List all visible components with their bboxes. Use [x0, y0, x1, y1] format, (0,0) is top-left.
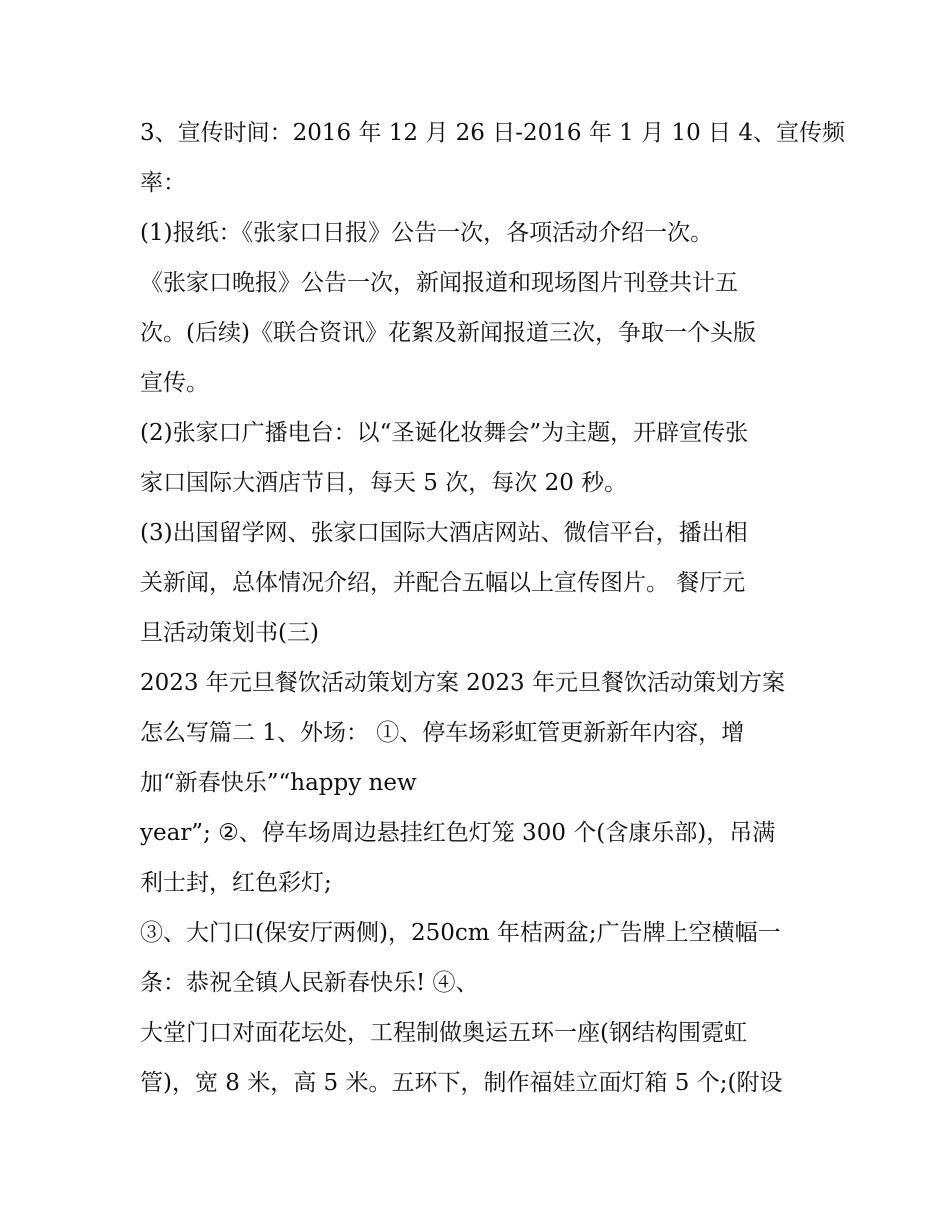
text-line: 2023 年元旦餐饮活动策划方案 2023 年元旦餐饮活动策划方案 [140, 670, 785, 696]
text-line: 怎么写篇二 1、外场： ①、停车场彩虹管更新新年内容，增 [140, 720, 745, 746]
text-line: 旦活动策划书(三) [140, 620, 319, 646]
text-line: (2)张家口广播电台：以“圣诞化妆舞会”为主题，开辟宣传张 [140, 420, 749, 446]
text-line: 《张家口晚报》公告一次，新闻报道和现场图片刊登共计五 [140, 270, 738, 296]
text-line: ③、大门口(保安厅两侧)，250cm 年桔两盆;广告牌上空横幅一 [140, 920, 781, 946]
text-line: 加“新春快乐”“happy new [140, 770, 417, 796]
text-line: year”; ②、停车场周边悬挂红色灯笼 300 个(含康乐部)，吊满 [140, 820, 776, 846]
text-line: 率： [140, 170, 186, 196]
document-body [140, 108, 845, 1108]
text-line: 条：恭祝全镇人民新春快乐! ④、 [140, 970, 479, 996]
text-line: 关新闻，总体情况介绍，并配合五幅以上宣传图片。 餐厅元 [140, 570, 746, 596]
text-line: (3)出国留学网、张家口国际大酒店网站、微信平台，播出相 [140, 520, 748, 546]
text-line: 家口国际大酒店节目，每天 5 次，每次 20 秒。 [140, 470, 628, 496]
text-line: 3、宣传时间：2016 年 12 月 26 日-2016 年 1 月 10 日 4、宣传频 [140, 120, 845, 146]
text-line: 利士封，红色彩灯; [140, 870, 332, 896]
text-line: 宣传。 [140, 370, 209, 396]
text-line: 大堂门口对面花坛处，工程制做奥运五环一座(钢结构围霓虹 [140, 1020, 747, 1046]
text-line: 次。(后续)《联合资讯》花絮及新闻报道三次，争取一个头版 [140, 320, 756, 346]
text-line: (1)报纸：《张家口日报》公告一次，各项活动介绍一次。 [140, 220, 714, 246]
text-line: 管)，宽 8 米，高 5 米。五环下，制作福娃立面灯箱 5 个;(附设 [140, 1070, 783, 1096]
